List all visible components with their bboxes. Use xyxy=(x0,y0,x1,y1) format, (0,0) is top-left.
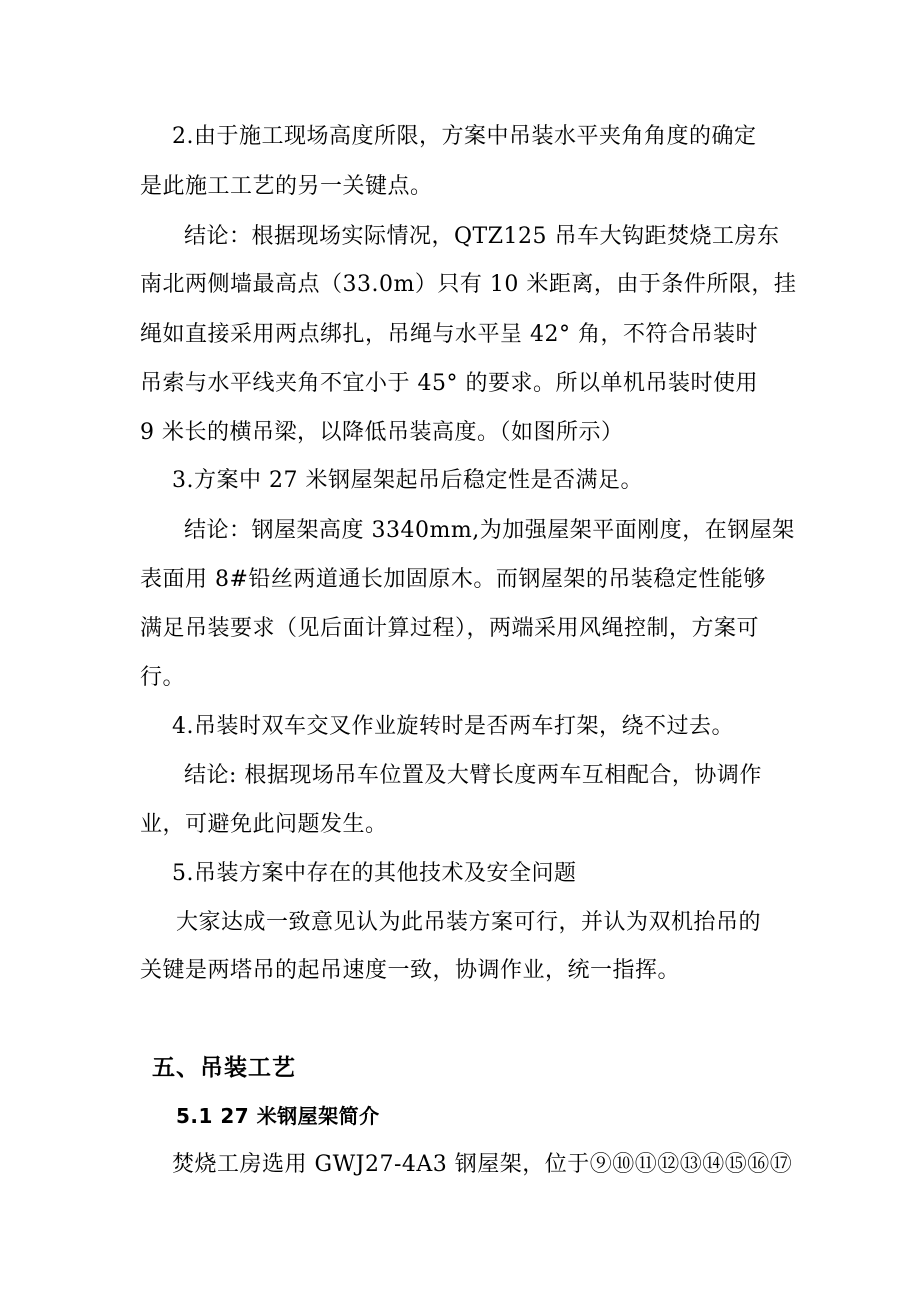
paragraph-line: 满足吊装要求（见后面计算过程），两端采用风绳控制，方案可 xyxy=(140,616,760,641)
paragraph-line: 南北两侧墙最高点（33.0m）只有 10 米距离，由于条件所限，挂 xyxy=(140,272,797,297)
paragraph-line: 9 米长的横吊梁，以降低吊装高度。（如图所示） xyxy=(140,420,624,445)
paragraph-line: 焚烧工房选用 GWJ27-4A3 钢屋架，位于⑨⑩⑪⑫⑬⑭⑮⑯⑰ xyxy=(172,1152,793,1177)
paragraph-line: 吊索与水平线夹角不宜小于 45° 的要求。所以单机吊装时使用 xyxy=(140,371,758,396)
paragraph-line: 3.方案中 27 米钢屋架起吊后稳定性是否满足。 xyxy=(172,468,643,493)
paragraph-line: 关键是两塔吊的起吊速度一致，协调作业，统一指挥。 xyxy=(140,958,681,983)
paragraph-line: 是此施工工艺的另一关键点。 xyxy=(140,174,433,199)
paragraph-line: 结论: 根据现场吊车位置及大臂长度两车互相配合，协调作 xyxy=(184,763,762,788)
section-heading: 五、吊装工艺 xyxy=(152,1055,296,1081)
paragraph-line: 绳如直接采用两点绑扎，吊绳与水平呈 42° 角，不符合吊装时 xyxy=(140,322,758,347)
subsection-heading: 5.1 27 米钢屋架简介 xyxy=(176,1104,380,1128)
paragraph-line: 结论：根据现场实际情况，QTZ125 吊车大钩距焚烧工房东 xyxy=(184,224,780,249)
paragraph-line: 4.吊装时双车交叉作业旋转时是否两车打架，绕不过去。 xyxy=(172,714,734,739)
paragraph-line: 业，可避免此问题发生。 xyxy=(140,812,388,837)
paragraph-line: 5.吊装方案中存在的其他技术及安全问题 xyxy=(172,861,577,886)
paragraph-line: 结论：钢屋架高度 3340mm,为加强屋架平面刚度，在钢屋架 xyxy=(184,518,795,543)
paragraph-line: 2.由于施工现场高度所限，方案中吊装水平夹角角度的确定 xyxy=(172,124,757,149)
paragraph-line: 大家达成一致意见认为此吊装方案可行，并认为双机抬吊的 xyxy=(176,910,762,935)
paragraph-line: 行。 xyxy=(140,665,186,690)
paragraph-line: 表面用 8#铅丝两道通长加固原木。而钢屋架的吊装稳定性能够 xyxy=(140,567,766,592)
